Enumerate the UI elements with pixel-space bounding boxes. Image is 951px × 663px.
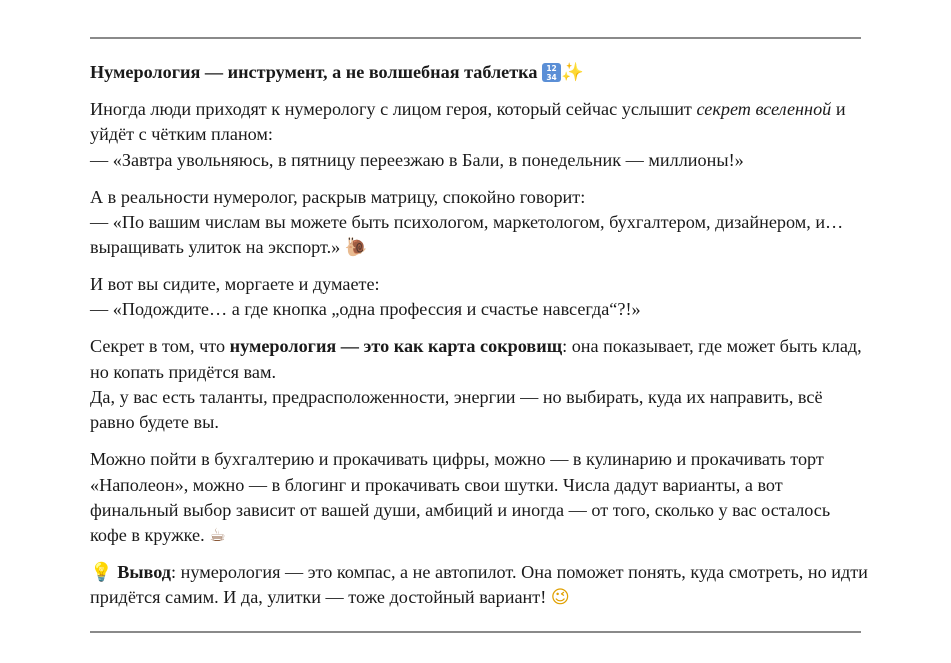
input-numbers-icon: 12 34 xyxy=(542,63,561,82)
title-text: Нумерология — инструмент, а не волшебная таблетка xyxy=(90,62,538,82)
quote-button: — «Подождите… а где кнопка „одна профессия и счастье навсегда“?!» xyxy=(90,299,641,320)
emphasis-secret: секрет вселенной xyxy=(696,98,832,119)
paragraph-choices: Можно пойти в бухгалтерию и прокачивать цифры, можно — в кулинарию и прокачивать торт «Наполеон», можно — в блогинг и прокачивать свои шутки. Числа дадут варианты, а вот финальный выбор зависит от вашей души, амбиций и иногда — от того, сколько у вас осталось кофе в кружке. ☕ xyxy=(90,449,831,547)
quote-professions: — «По вашим числам вы можете быть психологом, маркетологом, бухгалтером, дизайнером, и… выращивать улиток на экспорт.» xyxy=(90,211,844,258)
light-bulb-icon: 💡 xyxy=(90,562,113,584)
snail-icon: 🐌 xyxy=(344,237,368,259)
paragraph-reality: А в реальности нумеролог, раскрыв матрицу, спокойно говорит: — «По вашим числам вы можете быть психологом, маркетологом, бухгалтером, дизайнером, и… выращивать улиток на экспорт.» 🐌 xyxy=(90,186,844,259)
winking-face-icon: 😉 xyxy=(550,587,570,609)
paragraph-intro: Иногда люди приходят к нумерологу с лицом героя, который сейчас услышит секрет вселенной и уйдёт с чётким планом: — «Завтра увольняюсь, в пятницу переезжаю в Бали, в понедельник — миллионы!» xyxy=(90,98,846,170)
bold-treasure-map: нумерология — это как карта сокровищ xyxy=(229,336,563,357)
quote-plan: — «Завтра увольняюсь, в пятницу переезжаю в Бали, в понедельник — миллионы!» xyxy=(90,149,744,170)
coffee-icon: ☕ xyxy=(209,525,226,547)
article-title xyxy=(90,60,870,85)
paragraph-conclusion: 💡 Вывод: нумерология — это компас, а не автопилот. Она поможет понять, куда смотреть, но идти придётся самим. И да, улитки — тоже достойный вариант! 😉 xyxy=(90,562,868,609)
sparkles-icon: ✨ xyxy=(561,62,584,83)
top-divider xyxy=(90,37,861,39)
article-body xyxy=(90,60,870,622)
paragraph-blink: И вот вы сидите, моргаете и думаете: — «Подождите… а где кнопка „одна профессия и счастье навсегда“?!» xyxy=(90,274,641,320)
paragraph-secret: Секрет в том, что нумерология — это как карта сокровищ: она показывает, где может быть клад, но копать придётся вам. Да, у вас есть таланты, предрасположенности, энергии — но выбирать, куда их направить, всё равно будете вы. xyxy=(90,336,862,433)
conclusion-label: Вывод xyxy=(117,562,172,583)
bottom-divider xyxy=(90,631,861,633)
